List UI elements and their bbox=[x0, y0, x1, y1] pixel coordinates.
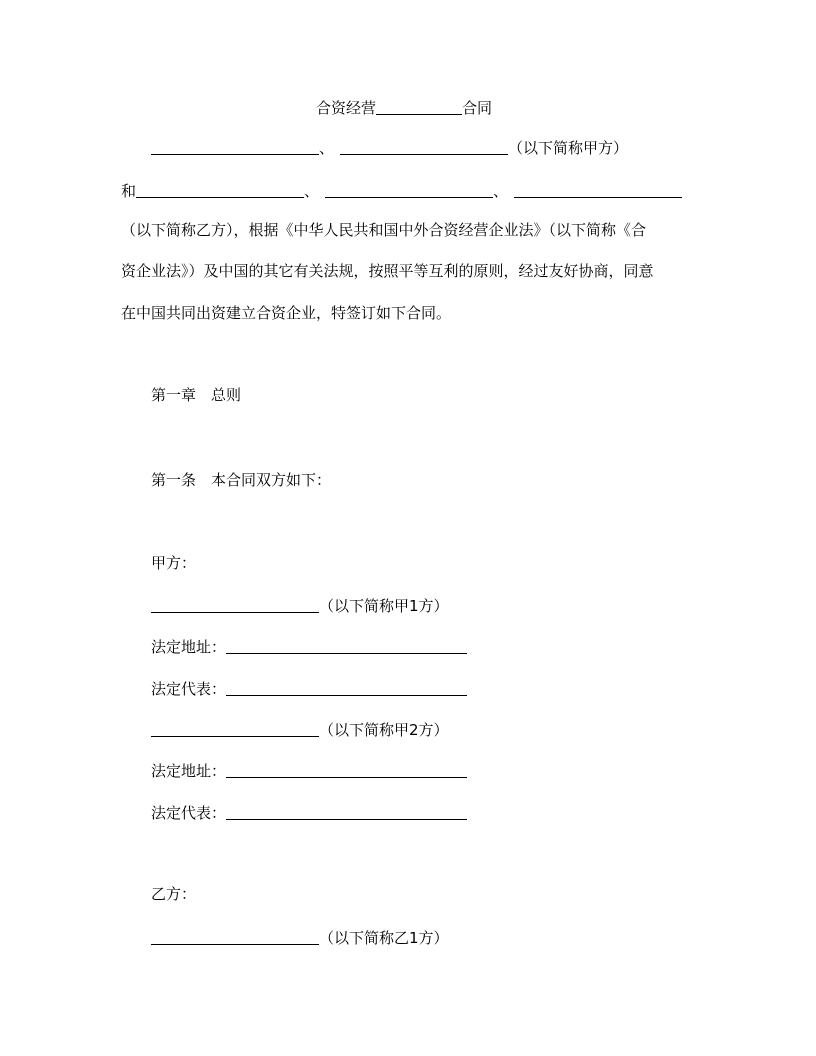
article-heading: 第一条 本合同双方如下： bbox=[151, 471, 332, 489]
document-title bbox=[316, 99, 492, 116]
party-b-name-blank-2[interactable] bbox=[325, 182, 493, 198]
address-label: 法定地址： bbox=[151, 762, 227, 780]
representative-label: 法定代表： bbox=[151, 804, 227, 822]
title-blank-field[interactable] bbox=[376, 99, 462, 115]
separator: 、 bbox=[493, 182, 509, 200]
party-a2-rep-line bbox=[151, 804, 467, 821]
party-b1-name-blank[interactable] bbox=[151, 929, 319, 945]
party-a1-note: （以下简称甲1方） bbox=[319, 597, 449, 615]
party-a1-name-blank[interactable] bbox=[151, 597, 319, 613]
party-a-label: 甲方： bbox=[151, 554, 197, 572]
address-label: 法定地址： bbox=[151, 638, 227, 656]
party-a1-address-line bbox=[151, 638, 467, 655]
separator: 、 bbox=[304, 182, 320, 200]
party-b1-note: （以下简称乙1方） bbox=[319, 929, 449, 947]
party-a1-line bbox=[151, 597, 449, 614]
party-a2-address-blank[interactable] bbox=[226, 762, 467, 778]
party-b-label: 乙方： bbox=[151, 885, 197, 903]
party-a-name-blank-1[interactable] bbox=[151, 139, 319, 155]
title-suffix: 合同 bbox=[462, 99, 493, 117]
preamble-line-3: 在中国共同出资建立合资企业，特签订如下合同。 bbox=[121, 304, 452, 322]
title-prefix: 合资经营 bbox=[316, 99, 377, 117]
party-a-note: （以下简称甲方） bbox=[508, 139, 629, 157]
party-b-name-blank-3[interactable] bbox=[514, 182, 682, 198]
party-b-name-blank-1[interactable] bbox=[136, 182, 304, 198]
party-a2-address-line bbox=[151, 762, 467, 779]
party-b1-line bbox=[151, 929, 449, 946]
party-a1-address-blank[interactable] bbox=[226, 638, 467, 654]
party-a-name-blank-2[interactable] bbox=[340, 139, 508, 155]
party-a2-line bbox=[151, 721, 449, 738]
preamble-line-1: （以下简称乙方），根据《中华人民共和国中外合资经营企业法》（以下简称《合 bbox=[121, 221, 647, 239]
party-a-intro-line bbox=[151, 139, 628, 156]
party-a2-note: （以下简称甲2方） bbox=[319, 721, 449, 739]
party-a1-rep-line bbox=[151, 680, 467, 697]
chapter-heading: 第一章 总则 bbox=[151, 386, 242, 404]
preamble-line-2: 资企业法》）及中国的其它有关法规，按照平等互利的原则，经过友好协商，同意 bbox=[121, 262, 654, 280]
party-a2-rep-blank[interactable] bbox=[226, 804, 467, 820]
party-a2-name-blank[interactable] bbox=[151, 721, 319, 737]
party-b-intro-line bbox=[121, 182, 682, 199]
separator: 、 bbox=[319, 139, 335, 157]
representative-label: 法定代表： bbox=[151, 680, 227, 698]
party-a1-rep-blank[interactable] bbox=[226, 680, 467, 696]
and-word: 和 bbox=[121, 182, 137, 200]
